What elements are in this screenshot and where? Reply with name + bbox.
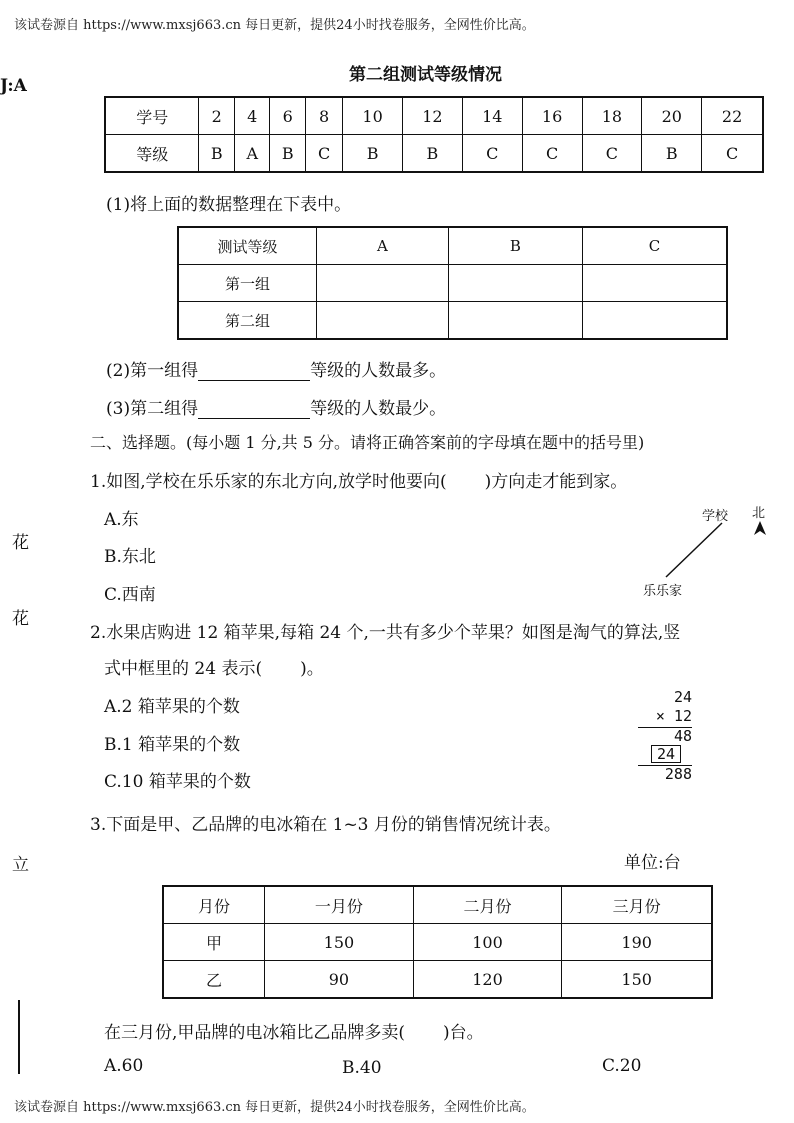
answer-cell[interactable] <box>317 265 449 302</box>
label-home: 乐乐家 <box>643 584 683 599</box>
answer-blank[interactable] <box>198 400 310 419</box>
margin-fragment: J:A <box>0 76 27 96</box>
table-cell: B <box>199 135 235 173</box>
option-c: C.10 箱苹果的个数 <box>104 772 251 792</box>
column-header: 一月份 <box>265 886 414 924</box>
table-row <box>105 97 763 135</box>
question-text: )方向走才能到家。 <box>484 472 628 492</box>
calc-partial-1: 48 <box>673 727 692 745</box>
table-cell: 190 <box>562 924 712 961</box>
question-text: 式中框里的 24 表示( <box>104 659 263 679</box>
question-text: (3)第二组得 <box>106 399 199 419</box>
table-cell: C <box>582 135 642 173</box>
answer-cell[interactable] <box>582 302 727 340</box>
option-c: C.西南 <box>104 585 156 605</box>
table-cell: 12 <box>403 97 463 135</box>
answer-cell[interactable] <box>582 265 727 302</box>
table-cell: 2 <box>199 97 235 135</box>
row-header: 第一组 <box>178 265 317 302</box>
answer-cell[interactable] <box>448 302 582 340</box>
table-cell: 150 <box>265 924 414 961</box>
table-cell: A <box>235 135 270 173</box>
grade-table-group2 <box>104 96 764 173</box>
column-header: 月份 <box>163 886 265 924</box>
tally-table <box>177 226 728 340</box>
option-a: A.东 <box>104 510 139 530</box>
question-2-2-line2 <box>104 654 324 679</box>
column-header: A <box>317 227 449 265</box>
table-cell: 100 <box>413 924 562 961</box>
option-a: A.2 箱苹果的个数 <box>104 697 240 717</box>
table-cell: C <box>702 135 763 173</box>
unit-label: 单位:台 <box>624 853 681 873</box>
question-text: 1.如图,学校在乐乐家的东北方向,放学时他要向( <box>90 472 447 492</box>
question-text: )台。 <box>443 1023 484 1043</box>
table1-title: 第二组测试等级情况 <box>349 65 502 85</box>
calc-result: 288 <box>664 765 692 783</box>
option-a: A.60 <box>104 1056 144 1076</box>
table-cell: 10 <box>343 97 403 135</box>
question-2-3: 3.下面是甲、乙品牌的电冰箱在 1~3 月份的销售情况统计表。 <box>90 815 561 835</box>
question-text: (2)第一组得 <box>106 361 199 381</box>
table-cell: 150 <box>562 961 712 999</box>
table-cell: 4 <box>235 97 270 135</box>
option-c: C.20 <box>602 1056 642 1076</box>
question-text: 在三月份,甲品牌的电冰箱比乙品牌多卖( <box>104 1023 406 1043</box>
table-row <box>178 227 727 265</box>
question-text: 等级的人数最少。 <box>310 399 447 419</box>
column-header: 二月份 <box>413 886 562 924</box>
sales-table <box>162 885 713 999</box>
table-cell: B <box>403 135 463 173</box>
option-b: B.40 <box>342 1058 382 1078</box>
margin-fragment: 花 <box>12 533 29 553</box>
table-cell: 120 <box>413 961 562 999</box>
table-cell: 14 <box>462 97 522 135</box>
column-header: C <box>582 227 727 265</box>
question-2-3-ask <box>104 1018 484 1043</box>
column-header: 三月份 <box>562 886 712 924</box>
direction-diagram <box>660 515 770 585</box>
table-cell: B <box>343 135 403 173</box>
question-1-1: (1)将上面的数据整理在下表中。 <box>106 195 352 215</box>
section-heading: 二、选择题。(每小题 1 分,共 5 分。请将正确答案前的字母填在题中的括号里) <box>90 433 645 452</box>
table-cell: 90 <box>265 961 414 999</box>
table-cell: 22 <box>702 97 763 135</box>
table-cell: B <box>642 135 702 173</box>
calc-partial-2-boxed: 24 <box>651 745 681 763</box>
table-cell: 20 <box>642 97 702 135</box>
row-header: 甲 <box>163 924 265 961</box>
column-header: B <box>448 227 582 265</box>
footer-source-text: 该试卷源自 https://www.mxsj663.cn 每日更新，提供24小时找卷服务，全网性价比高。 <box>14 1100 535 1115</box>
row-header: 等级 <box>105 135 199 173</box>
table-cell: 18 <box>582 97 642 135</box>
calc-multiplier: × 12 <box>655 707 692 725</box>
option-b: B.东北 <box>104 547 156 567</box>
label-school: 学校 <box>702 509 729 524</box>
row-header: 第二组 <box>178 302 317 340</box>
header-source-text: 该试卷源自 https://www.mxsj663.cn 每日更新，提供24小时找卷服务，全网性价比高。 <box>14 18 535 33</box>
margin-fragment: 花 <box>12 609 29 629</box>
table-cell: 6 <box>270 97 306 135</box>
question-text: 等级的人数最多。 <box>310 361 447 381</box>
row-header: 学号 <box>105 97 199 135</box>
table-row <box>178 302 727 340</box>
question-2-2-line1: 2.水果店购进 12 箱苹果,每箱 24 个,一共有多少个苹果？如图是淘气的算法,竖 <box>90 623 681 643</box>
answer-cell[interactable] <box>448 265 582 302</box>
answer-cell[interactable] <box>317 302 449 340</box>
north-arrow-icon <box>754 521 766 535</box>
column-header: 测试等级 <box>178 227 317 265</box>
table-row <box>105 135 763 173</box>
table-cell: C <box>306 135 343 173</box>
table-row <box>178 265 727 302</box>
row-header: 乙 <box>163 961 265 999</box>
margin-bracket <box>4 1000 20 1074</box>
table-cell: B <box>270 135 306 173</box>
label-north: 北 <box>752 506 766 521</box>
table-cell: 16 <box>522 97 582 135</box>
path-line <box>666 523 722 577</box>
question-1-3 <box>106 394 446 419</box>
answer-blank[interactable] <box>198 362 310 381</box>
table-cell: C <box>522 135 582 173</box>
table-row <box>163 924 712 961</box>
margin-fragment: 立 <box>12 855 29 875</box>
table-cell: C <box>462 135 522 173</box>
option-b: B.1 箱苹果的个数 <box>104 735 241 755</box>
question-1-2 <box>106 356 446 381</box>
table-row <box>163 886 712 924</box>
calc-multiplicand: 24 <box>673 688 692 706</box>
table-row <box>163 961 712 999</box>
question-2-1 <box>90 467 627 492</box>
question-text: )。 <box>300 659 324 679</box>
table-cell: 8 <box>306 97 343 135</box>
